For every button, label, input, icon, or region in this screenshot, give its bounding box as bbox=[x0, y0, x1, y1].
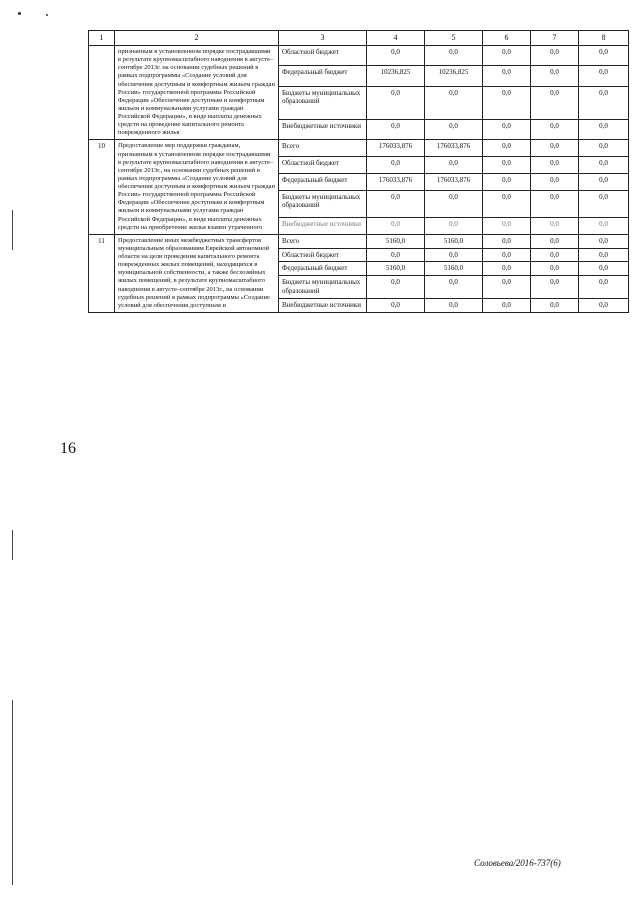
value-cell: 0,0 bbox=[531, 140, 579, 157]
value-cell: 0,0 bbox=[367, 299, 425, 313]
value-cell: 0,0 bbox=[579, 217, 629, 234]
column-number: 4 bbox=[367, 31, 425, 46]
value-cell: 0,0 bbox=[483, 248, 531, 262]
value-cell: 0,0 bbox=[367, 119, 425, 139]
column-number: 5 bbox=[425, 31, 483, 46]
column-number: 2 bbox=[115, 31, 279, 46]
value-cell: 0,0 bbox=[531, 86, 579, 119]
value-cell: 0,0 bbox=[579, 299, 629, 313]
value-cell: 0,0 bbox=[425, 190, 483, 217]
funding-source: Федеральный бюджет bbox=[279, 173, 367, 190]
value-cell: 0,0 bbox=[531, 66, 579, 86]
page-number: 16 bbox=[60, 440, 76, 457]
value-cell: 0,0 bbox=[531, 46, 579, 66]
value-cell: 0,0 bbox=[483, 217, 531, 234]
value-cell: 176033,876 bbox=[367, 140, 425, 157]
value-cell: 0,0 bbox=[579, 190, 629, 217]
row-number: 11 bbox=[89, 234, 115, 312]
document-stamp: Соловьева/2016-737(6) bbox=[474, 858, 561, 868]
funding-source: Областной бюджет bbox=[279, 46, 367, 66]
budget-table bbox=[88, 30, 629, 313]
value-cell: 0,0 bbox=[425, 119, 483, 139]
value-cell: 5160,0 bbox=[367, 262, 425, 276]
value-cell: 176033,876 bbox=[367, 173, 425, 190]
scan-margin-line bbox=[12, 210, 13, 250]
value-cell: 0,0 bbox=[531, 119, 579, 139]
measure-description: Предоставление мер поддержки гражданам, признанным в установленном порядке пострадавшими в результате крупномасштабного наводнения в августе–сентябре 2013г., на основании судебных решений в рамках подпрограммы «Создание условий для обеспечения доступным и комфортным жильем граждан России» государственной программы Российской Федерации «Обеспечение доступным и комфортным жильем и коммунальными услугами граждан Российской Федерации», в виде выплаты денежных средств на приобретение жилья взамен утраченного bbox=[115, 140, 279, 234]
funding-source: Федеральный бюджет bbox=[279, 262, 367, 276]
value-cell: 0,0 bbox=[483, 66, 531, 86]
value-cell: 0,0 bbox=[483, 299, 531, 313]
scan-speck bbox=[46, 14, 48, 16]
value-cell: 0,0 bbox=[425, 46, 483, 66]
value-cell: 0,0 bbox=[531, 299, 579, 313]
value-cell: 0,0 bbox=[531, 173, 579, 190]
value-cell: 176033,876 bbox=[425, 140, 483, 157]
value-cell: 0,0 bbox=[425, 299, 483, 313]
funding-source: Всего bbox=[279, 234, 367, 248]
row-number: 10 bbox=[89, 140, 115, 234]
funding-source: Внебюджетные источники bbox=[279, 217, 367, 234]
measure-description: Предоставление иных межбюджетных трансфертов муниципальным образованиям Еврейской автономной области на цели проведения капитального ремонта поврежденных жилых помещений, находящихся в муниципальной собственности, а также бесхозяйных жилых помещений, в результате крупномасштабного наводнения в августе–сентябре 2013г., на основании судебных решений в рамках подпрограммы «Создание условий для обеспечения доступным и bbox=[115, 234, 279, 312]
value-cell: 0,0 bbox=[579, 66, 629, 86]
column-number: 8 bbox=[579, 31, 629, 46]
value-cell: 0,0 bbox=[579, 234, 629, 248]
value-cell: 0,0 bbox=[579, 46, 629, 66]
value-cell: 0,0 bbox=[367, 276, 425, 299]
value-cell: 0,0 bbox=[531, 262, 579, 276]
funding-source: Бюджеты муниципальных образований bbox=[279, 86, 367, 119]
scan-margin-line bbox=[12, 700, 13, 885]
value-cell: 0,0 bbox=[483, 173, 531, 190]
value-cell: 0,0 bbox=[483, 119, 531, 139]
value-cell: 5160,0 bbox=[425, 262, 483, 276]
value-cell: 10236,825 bbox=[425, 66, 483, 86]
row-number bbox=[89, 46, 115, 140]
value-cell: 0,0 bbox=[425, 276, 483, 299]
value-cell: 0,0 bbox=[531, 190, 579, 217]
value-cell: 0,0 bbox=[367, 190, 425, 217]
column-number: 7 bbox=[531, 31, 579, 46]
value-cell: 0,0 bbox=[367, 46, 425, 66]
value-cell: 0,0 bbox=[425, 157, 483, 174]
scan-speck bbox=[18, 12, 21, 15]
value-cell: 0,0 bbox=[483, 46, 531, 66]
funding-source: Бюджеты муниципальных образований bbox=[279, 276, 367, 299]
value-cell: 5160,0 bbox=[367, 234, 425, 248]
funding-source: Федеральный бюджет bbox=[279, 66, 367, 86]
table-row bbox=[89, 140, 629, 157]
value-cell: 0,0 bbox=[531, 248, 579, 262]
column-number: 6 bbox=[483, 31, 531, 46]
scan-margin-line bbox=[12, 530, 13, 560]
value-cell: 0,0 bbox=[483, 276, 531, 299]
value-cell: 10236,825 bbox=[367, 66, 425, 86]
column-number: 1 bbox=[89, 31, 115, 46]
value-cell: 0,0 bbox=[425, 86, 483, 119]
value-cell: 0,0 bbox=[483, 234, 531, 248]
column-number-row bbox=[89, 31, 629, 46]
value-cell: 0,0 bbox=[483, 262, 531, 276]
value-cell: 0,0 bbox=[531, 276, 579, 299]
value-cell: 0,0 bbox=[579, 173, 629, 190]
value-cell: 0,0 bbox=[425, 248, 483, 262]
value-cell: 0,0 bbox=[579, 276, 629, 299]
value-cell: 0,0 bbox=[531, 234, 579, 248]
value-cell: 176033,876 bbox=[425, 173, 483, 190]
value-cell: 0,0 bbox=[483, 86, 531, 119]
table-row bbox=[89, 46, 629, 66]
funding-source: Бюджеты муниципальных образований bbox=[279, 190, 367, 217]
value-cell: 0,0 bbox=[367, 157, 425, 174]
funding-source: Всего bbox=[279, 140, 367, 157]
value-cell: 0,0 bbox=[483, 140, 531, 157]
value-cell: 5160,0 bbox=[425, 234, 483, 248]
measure-description: признанным в установленном порядке пострадавшими в результате крупномасштабного наводнения в августе–сентябре 2013г. на основании судебных решений в рамках подпрограммы «Создание условий для обеспечения доступным и комфортным жильем граждан России» государственной программы Российской Федерации «Обеспечение доступным и комфортным жильем и коммунальными услугами граждан Российской Федерации», в виде выплаты денежных средств на проведение капитального ремонта поврежденного жилья bbox=[115, 46, 279, 140]
funding-source: Внебюджетные источники bbox=[279, 299, 367, 313]
value-cell: 0,0 bbox=[367, 217, 425, 234]
value-cell: 0,0 bbox=[367, 86, 425, 119]
value-cell: 0,0 bbox=[483, 157, 531, 174]
funding-source: Областной бюджет bbox=[279, 248, 367, 262]
value-cell: 0,0 bbox=[579, 262, 629, 276]
table-row bbox=[89, 234, 629, 248]
column-number: 3 bbox=[279, 31, 367, 46]
value-cell: 0,0 bbox=[579, 140, 629, 157]
value-cell: 0,0 bbox=[579, 119, 629, 139]
value-cell: 0,0 bbox=[531, 157, 579, 174]
value-cell: 0,0 bbox=[483, 190, 531, 217]
value-cell: 0,0 bbox=[579, 157, 629, 174]
value-cell: 0,0 bbox=[367, 248, 425, 262]
value-cell: 0,0 bbox=[579, 248, 629, 262]
value-cell: 0,0 bbox=[425, 217, 483, 234]
value-cell: 0,0 bbox=[531, 217, 579, 234]
funding-source: Областной бюджет bbox=[279, 157, 367, 174]
value-cell: 0,0 bbox=[579, 86, 629, 119]
funding-source: Внебюджетные источники bbox=[279, 119, 367, 139]
